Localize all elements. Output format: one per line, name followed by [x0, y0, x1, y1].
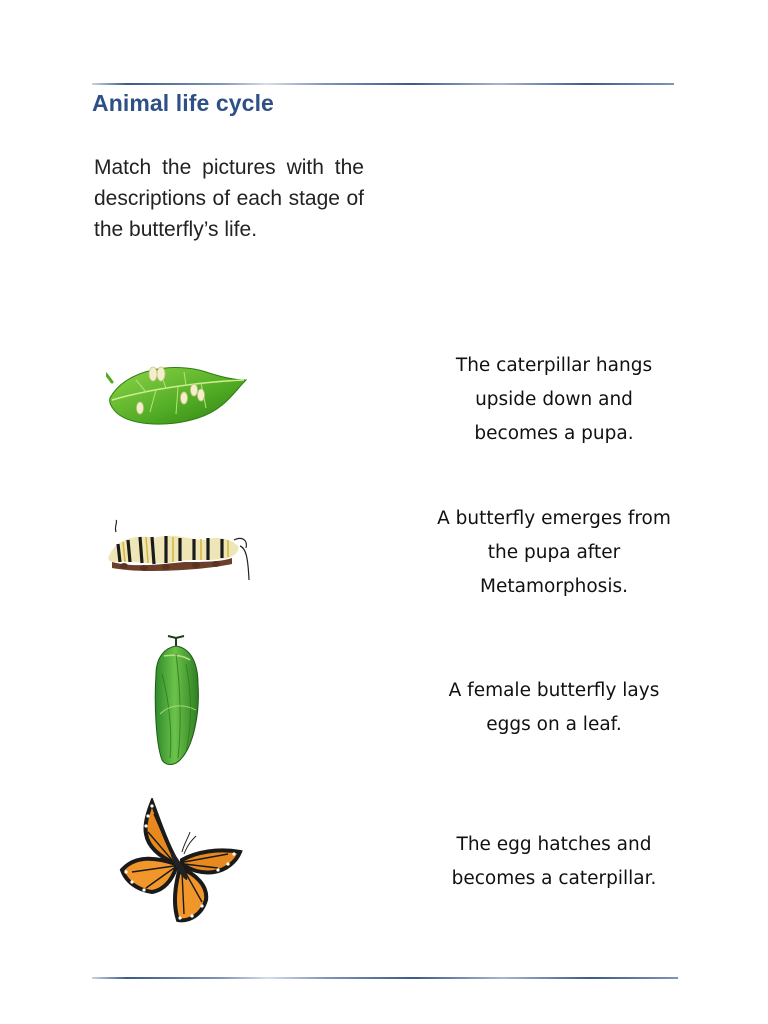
- description-3: [426, 674, 682, 742]
- bottom-divider: [92, 977, 678, 979]
- instructions-text: Match the pictures with the descriptions of each stage of the butterfly’s life.: [94, 156, 364, 241]
- caterpillar-icon[interactable]: [104, 518, 252, 584]
- top-divider: [92, 83, 674, 85]
- description-line: upside down and: [475, 389, 633, 410]
- description-line: The caterpillar hangs: [455, 355, 653, 376]
- description-line: the pupa after: [487, 542, 621, 563]
- description-2: [426, 502, 682, 604]
- description-line: A female butterfly lays: [448, 680, 660, 701]
- description-line: Metamorphosis.: [480, 576, 628, 597]
- chrysalis-icon[interactable]: [150, 634, 206, 768]
- description-line: becomes a pupa.: [474, 423, 634, 444]
- description-line: eggs on a leaf.: [486, 714, 622, 735]
- description-1: [426, 349, 682, 451]
- monarch-butterfly-icon[interactable]: [118, 798, 244, 924]
- description-4: [426, 828, 682, 896]
- page-title: Animal life cycle: [92, 90, 274, 116]
- description-line: The egg hatches and: [456, 834, 652, 855]
- leaf-with-eggs-icon[interactable]: [106, 360, 248, 430]
- description-line: becomes a caterpillar.: [451, 868, 657, 889]
- description-line: A butterfly emerges from: [437, 508, 671, 529]
